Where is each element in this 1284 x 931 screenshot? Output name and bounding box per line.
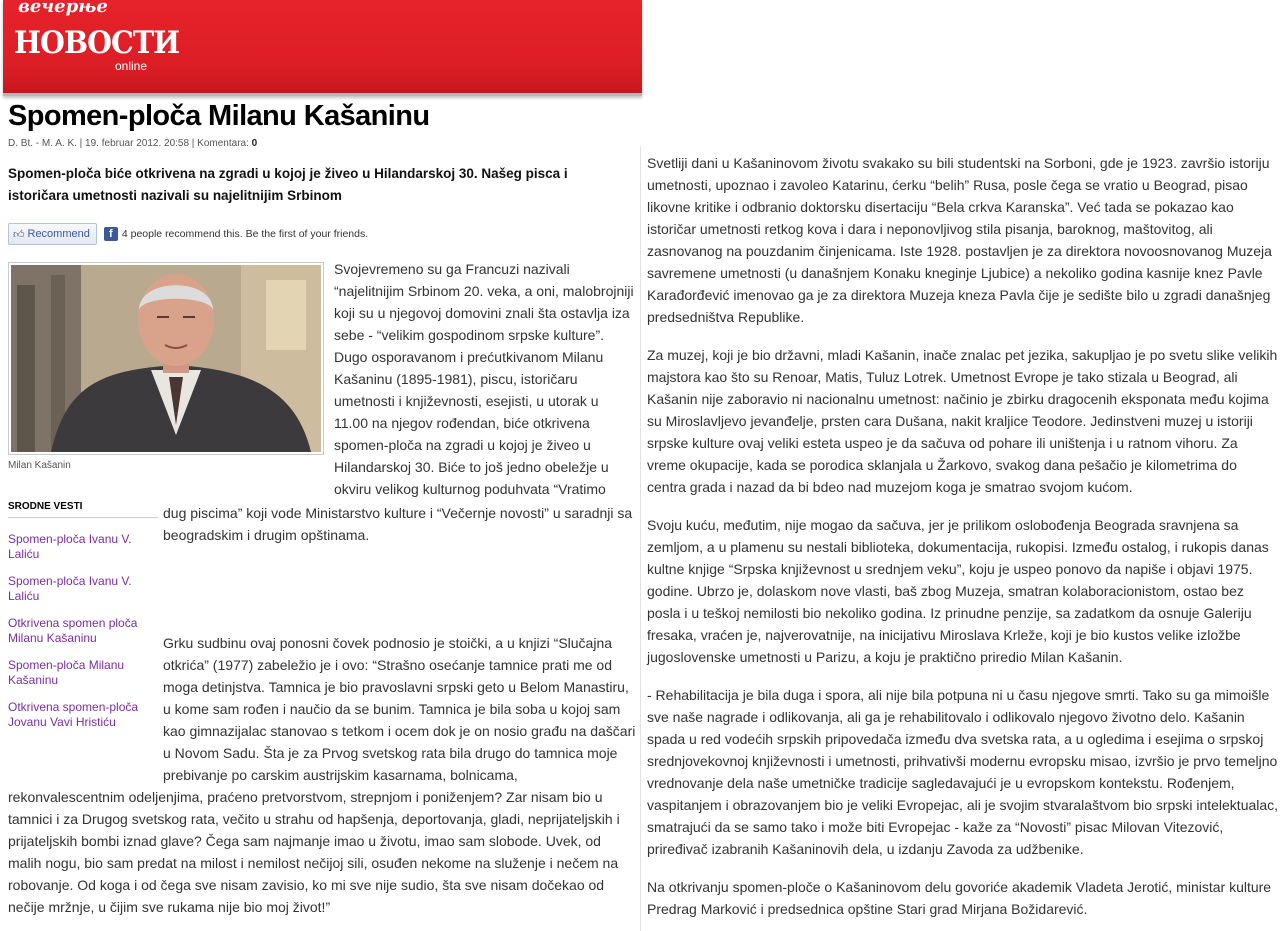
article-paragraph: Svojevremeno su ga Francuzi nazivali “najelitnijim Srbinom 20. veka, a oni, malobrojniji koji su u njegovoj domovini znali šta ostavlja iza sebe - “velikim gospodinom srpske kulture”. Dugo osporavanom i prećutkivanom Milanu Kašaninu (1895-1981), piscu, istoričaru umetnosti i književnosti, esejisti, u utorak u 11.00 na njegov rođendan, biće otkrivena spomen-ploča na zgradi u kojoj je živeo u Hilandarskoj 30. Biće to još jedno obeležje u okviru velikog kulturnog poduhvata “Vratimo <box>334 261 634 497</box>
logo-sub-text: online <box>115 59 148 73</box>
related-link[interactable]: Otkrivena spomen-ploča Jovanu Vavi Hristiću <box>8 700 139 729</box>
related-link[interactable]: Spomen-ploča Ivanu V. Laliću <box>8 532 132 561</box>
list-item <box>8 616 158 646</box>
list-item <box>8 658 158 688</box>
article-photo-frame <box>8 262 324 455</box>
portrait-illustration <box>11 265 321 452</box>
recommend-button[interactable] <box>8 223 97 245</box>
comment-count[interactable]: 0 <box>251 138 258 149</box>
list-item <box>8 532 158 562</box>
related-link[interactable]: Spomen-ploča Ivanu V. Laliću <box>8 574 132 603</box>
article-byline: D. Bt. - M. A. K. | 19. februar 2012. 20:58 | Komentara: <box>8 138 252 149</box>
article-title: Spomen-ploča Milanu Kašaninu <box>8 100 430 132</box>
related-news-list <box>8 532 158 742</box>
related-news-heading: SRODNE VESTI <box>8 501 158 518</box>
photo-caption: Milan Kašanin <box>8 460 71 471</box>
facebook-recommend-widget <box>8 223 368 245</box>
article-paragraph: Svetliji dani u Kašaninovom životu svakako su bili studentski na Sorboni, gde je 1923. završio istoriju umetnosti, upoznao i zavoleo Katarinu, ćerku “belih” Rusa, posle čega se vratio u Beograd, pisao likovne kritike i odbranio doktorsku disertaciju “Bela crkva Karanska”. Već tada se pokazao kao istoričar umetnosti retkog kova i dara i neponovljivog stila pisanja, baroknog, maštovitog, ali zasnovanog na pouzdanim činjenicama. Iste 1928. postavljen je za direktora novoosnovanog Muzeja savremene umetnosti (u današnjem Konaku kneginje Ljubice) a nekoliko godina kasnije knez Pavle Karađorđević imenovao ga je za direktora Muzeja kneza Pavla čije je sedište bilo u zgradi današnjeg predsedništva Republike. <box>647 155 1272 325</box>
article-paragraph: rekonvalescentnim odeljenjima, praćeno pretvorstvom, strepnjom i poniženjem? Zar nisam bio u tamnici i za Drugog svetskog rata, večito u strahu od hapšenja, deportovanja, gladi, neprijateljskih i prijateljskih bombi iznad glave? Čega sam najmanje imao u životu, imao sam slobode. Uvek, od malih nogu, bio sam predat na milost i nemilost nečijoj sili, osuđen nekome na služenje i nečem na robovanje. Od koga i od čega sve nisam zavisio, ko mi sve nije sudio, šta sve nisam dočekao od nečije mržnje, u čijim sve rukama nije bio moj život!” <box>8 789 620 915</box>
related-link[interactable]: Spomen-ploča Milanu Kašaninu <box>8 658 125 687</box>
related-link[interactable]: Otkrivena spomen ploča Milanu Kašaninu <box>8 616 138 645</box>
recommend-count-text: 4 people recommend this. Be the first of your friends. <box>121 228 369 240</box>
article-paragraph: - Rehabilitacija je bila duga i spora, ali nije bila potpuna ni u času njegove smrti. Tako su ga mimoišle sve naše nagrade i odlikovanja, ali ga je rehabilitovalo i odlikovalo njegovo životno delo. Kašanin spada u red vodećih srpskih pripovedača između dva svetska rata, a u ogledima i esejima o srpskoj srednjovekovnoj književnosti i umetnosti, prihvativši modernu evropsku misao, izvršio je prvo temeljno vrednovanje dela naše umetničke tradicije sagledavajući je u evropskom kontekstu. Rođenjem, vaspitanjem i obrazovanjem bio je veliki Evropejac, ali je svojim stvaralaštvom bio srpski intelektualac, smatrajući da se samo tako i može biti Evropejac - kaže za “Novosti” pisac Milovan Vitezović, priređivač izabranih Kašaninovih dela, u izdanju Zavoda za udžbenike. <box>647 687 1279 857</box>
article-paragraph: Za muzej, koji je bio državni, mladi Kašanin, inače znalac pet jezika, sakupljao je po svetu slike velikih majstora kao što su Renoar, Matis, Tuluz Lotrek. Umetnost Evrope je tako stizala u Beograd, ali Kašanin nije zaboravio ni nacionalnu umetnost: načinio je zbirku dragocenih eksponata među kojima su Miroslavljevo jevanđelje, prsten cara Dušana, nakit kraljice Teodore. Jedinstveni muzej u istoriji srpske kulture ovaj veliki esteta uspeo je da sačuva od pohare ili uništenja i u ratnom vihoru. Za vreme okupacije, kada se porodica sklanjala u Žarkovo, svakog dana pešačio je kilometrima do centra grada i nazad da bi bdeo nad muzejom koga je smatrao svojom kućom. <box>647 347 1278 495</box>
column-divider <box>640 146 641 931</box>
list-item <box>8 700 158 730</box>
logo-main-text: НОВОСТИ <box>14 25 180 61</box>
thumbs-up-icon: 👍︎ <box>13 228 25 241</box>
site-header <box>3 0 642 96</box>
portrait-photo[interactable] <box>11 265 321 452</box>
article-paragraph: Svoju kuću, međutim, nije mogao da sačuva, jer je prilikom oslobođenja Beograda sravnjena sa zemljom, a u plamenu su nestali biblioteka, dokumentacija, rukopisi. Između ostalog, i rukopis danas kultne knjige “Srpska književnost u srednjem veku”, koju je uspeo ponovo da napiše i objavi 1975. godine. Ubrzo je, dolaskom nove vlasti, baš zbog Muzeja, smatran kolaboracionistom, ostao bez posla i u teškoj nemilosti bio nekoliko godina. Iz prinudne penzije, sa zadatkom da osnuje Galeriju fresaka, vraćen je, najverovatnije, na inicijativu Miroslava Krleže, koji je bio kustos velike izložbe jugoslovenske umetnosti u Parizu, a koju je praktično priredio Milan Kašanin. <box>647 517 1269 665</box>
article-paragraph: dug piscima” koji vode Ministarstvo kulture i “Večernje novosti” u saradnji sa beogradskim i drugim opštinama. <box>163 505 633 543</box>
article-paragraph: Grku sudbinu ovaj ponosni čovek podnosio je stoički, a u knjizi “Slučajna otkrića” (1977) zabeležio je i ovo: “Strašno osećanje tamnice prati me od moga detinjstva. Tamnica je bio pravoslavni srpski geto u Belom Manastiru, u kome sam rođen i naučio da se bunim. Tamnica je bila soba u kojoj sam kao gimnazijalac stanovao s tetkom i ocem dok je on nosio građu na daščari u Novom Sadu. Šta je za Prvog svetskog rata bila drugo do tamnica moje prebivanje po carskim austrijskim kasarnama, bolnicama, <box>163 635 636 783</box>
article-lead: Spomen-ploča biće otkrivena na zgradi u kojoj je živeo u Hilandarskoj 30. Našeg pisca i istoričara umetnosti nazivali su najelitnijim Srbinom <box>8 166 568 203</box>
recommend-button-label: Recommend <box>27 228 90 240</box>
list-item <box>8 574 158 604</box>
article-paragraph: Na otkrivanju spomen-ploče o Kašaninovom delu govoriće akademik Vladeta Jerotić, ministar kulture Predrag Marković i predsednica opštine Stari grad Mirjana Božidarević. <box>647 879 1272 917</box>
article-meta <box>8 138 257 149</box>
logo-top-text: вечерње <box>18 0 108 17</box>
facebook-icon: f <box>104 227 118 241</box>
article-right-column <box>647 152 1279 931</box>
